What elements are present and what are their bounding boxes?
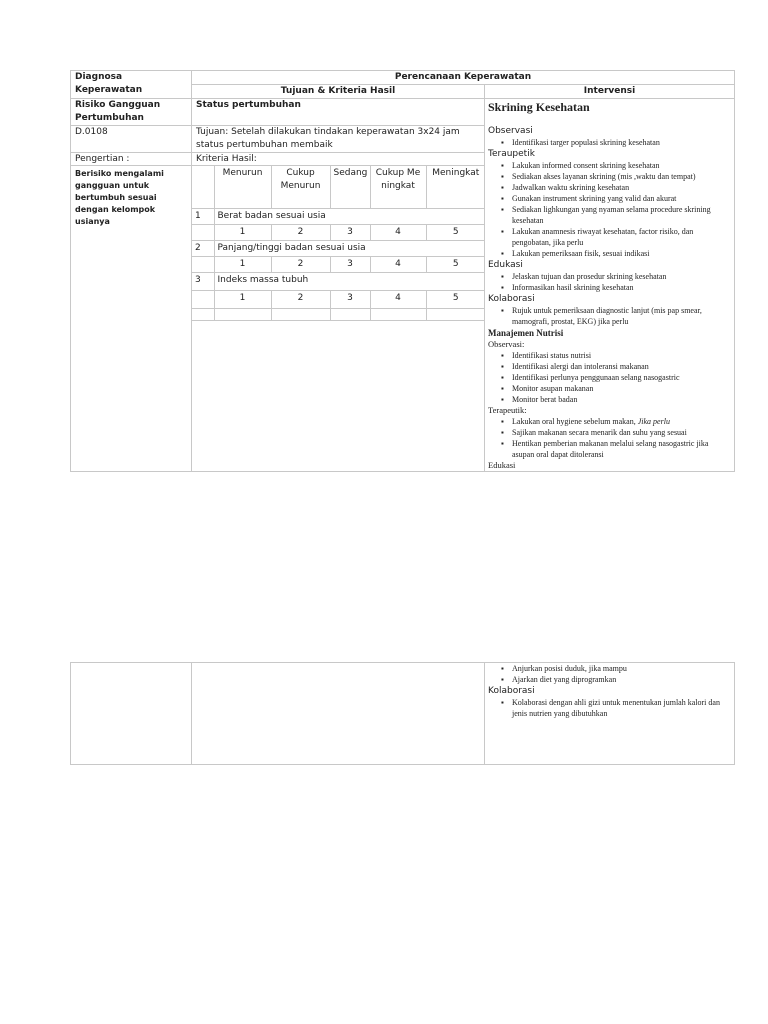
list-item: ▪ Identifikasi alergi dan intoleransi makanan: [512, 361, 731, 372]
criteria-2-scale-1: 1: [214, 256, 271, 272]
list-item: ▪ Monitor berat badan: [512, 394, 731, 405]
header-perencanaan: Perencanaan Keperawatan: [192, 71, 735, 85]
list-item: ▪ Anjurkan posisi duduk, jika mampu: [512, 663, 731, 674]
kriteria-table: [192, 166, 485, 321]
observasi-list: [488, 137, 731, 148]
kolaborasi2-label: Kolaborasi: [488, 686, 535, 696]
kolaborasi-list: [488, 305, 731, 327]
criteria-3-scale-5: 5: [426, 290, 485, 308]
list-item: ▪ Lakukan informed consent skrining kesehatan: [512, 160, 731, 171]
list-item: ▪ Identifikasi perlunya penggunaan selang nasogastric: [512, 372, 731, 383]
list-item: ▪ Sediakan lighkungan yang nyaman selama procedure skrining kesehatan: [512, 204, 731, 226]
diagnosis-column-cont: [71, 663, 192, 765]
intervensi-title: Skrining Kesehatan: [488, 100, 590, 114]
jika-perlu-text: Jika perlu: [637, 417, 670, 426]
diagnosis-title: Risiko Gangguan Pertumbuhan: [71, 99, 191, 126]
list-item: ▪ Kolaborasi dengan ahli gizi untuk menentukan jumlah kalori dan jenis nutrien yang dibutuhkan: [512, 697, 731, 719]
list-item: ▪ Hentikan pemberian makanan melalui selang nasogastric jika asupan oral dapat ditoleransi: [512, 438, 731, 460]
diagnosis-code: D.0108: [71, 126, 191, 153]
terapeutik2-label: Terapeutik:: [488, 405, 527, 415]
scale-header-5: Meningkat: [426, 166, 485, 208]
criteria-3-scale-3: 3: [330, 290, 370, 308]
list-item: ▪ Sediakan akses layanan skrining (mis ,waktu dan tempat): [512, 171, 731, 182]
manajemen-nutrisi-title: Manajemen Nutrisi: [488, 328, 564, 338]
list-item: [512, 416, 731, 427]
list-item: ▪ Rujuk untuk pemeriksaan diagnostic lanjut (mis pap smear, mamografi, prostat, EKG) jika perlu: [512, 305, 731, 327]
terapeutik-label: Teraupetik: [488, 149, 535, 159]
criteria-1-scale-1: 1: [214, 224, 271, 240]
criteria-2-scale-4: 4: [370, 256, 426, 272]
tujuan-title: Status pertumbuhan: [192, 99, 484, 126]
diagnosis-definition: Berisiko mengalami gangguan untuk bertumbuh sesuai dengan kelompok usianya: [75, 169, 164, 226]
list-item: ▪ Identifikasi targer populasi skrining kesehatan: [512, 137, 731, 148]
criteria-1-scale-2: 2: [271, 224, 330, 240]
terapeutik2-list: [488, 416, 731, 460]
terapeutik-list: [488, 160, 731, 259]
care-plan-table: [70, 70, 735, 472]
kolaborasi2-list: [488, 697, 731, 719]
scale-header-1: Menurun: [214, 166, 271, 208]
observasi2-label: Observasi:: [488, 339, 525, 349]
list-item: ▪ Monitor asupan makanan: [512, 383, 731, 394]
pengertian-label: Pengertian :: [71, 153, 191, 166]
intervensi-column: [485, 99, 735, 472]
criteria-1-scale-5: 5: [426, 224, 485, 240]
list-item: ▪ Identifikasi status nutrisi: [512, 350, 731, 361]
criteria-1-no: 1: [192, 208, 214, 224]
list-item: ▪ Ajarkan diet yang diprogramkan: [512, 674, 731, 685]
list-item: ▪ Lakukan pemeriksaan fisik, sesuai indikasi: [512, 248, 731, 259]
observasi2-list: [488, 350, 731, 405]
criteria-2-scale-3: 3: [330, 256, 370, 272]
diagnosis-column: [71, 99, 192, 472]
criteria-3-scale-1: 1: [214, 290, 271, 308]
edukasi-list: [488, 271, 731, 293]
scale-header-3: Sedang: [330, 166, 370, 208]
list-item: ▪ Gunakan instrument skrining yang valid dan akurat: [512, 193, 731, 204]
kolaborasi-label: Kolaborasi: [488, 294, 535, 304]
criteria-3-label: Indeks massa tubuh: [214, 272, 485, 290]
list-item: ▪ Lakukan anamnesis riwayat kesehatan, factor risiko, dan pengobatan, jika perlu: [512, 226, 731, 248]
header-tujuan: Tujuan & Kriteria Hasil: [192, 85, 485, 99]
criteria-2-scale-5: 5: [426, 256, 485, 272]
list-item: ▪ Jadwalkan waktu skrining kesehatan: [512, 182, 731, 193]
criteria-2-no: 2: [192, 240, 214, 256]
edukasi-label: Edukasi: [488, 260, 523, 270]
edukasi2-list: [488, 663, 731, 685]
header-diagnosa: Diagnosa Keperawatan: [71, 71, 192, 99]
criteria-1-label: Berat badan sesuai usia: [214, 208, 485, 224]
criteria-1-scale-4: 4: [370, 224, 426, 240]
tujuan-column-cont: [192, 663, 485, 765]
intervensi-column-cont: [485, 663, 735, 765]
header-intervensi: Intervensi: [485, 85, 735, 99]
tujuan-column: [192, 99, 485, 472]
observasi-label: Observasi: [488, 126, 533, 136]
list-item: ▪ Sajikan makanan secara menarik dan suhu yang sesuai: [512, 427, 731, 438]
criteria-2-scale-2: 2: [271, 256, 330, 272]
criteria-2-label: Panjang/tinggi badan sesuai usia: [214, 240, 485, 256]
edukasi2-label: Edukasi: [488, 460, 516, 470]
oral-hygiene-text: Lakukan oral hygiene sebelum makan,: [512, 417, 638, 426]
criteria-3-scale-4: 4: [370, 290, 426, 308]
list-item: ▪ Informasikan hasil skrining kesehatan: [512, 282, 731, 293]
scale-header-4: Cukup Meningkat: [370, 166, 426, 208]
scale-header-2: Cukup Menurun: [271, 166, 330, 208]
tujuan-text: Tujuan: Setelah dilakukan tindakan keperawatan 3x24 jam status pertumbuhan membaik: [192, 126, 484, 153]
care-plan-table-continued: [70, 662, 735, 765]
list-item: ▪ Jelaskan tujuan dan prosedur skrining kesehatan: [512, 271, 731, 282]
criteria-3-scale-2: 2: [271, 290, 330, 308]
kriteria-label: Kriteria Hasil:: [192, 153, 484, 166]
criteria-1-scale-3: 3: [330, 224, 370, 240]
criteria-3-no: 3: [192, 272, 214, 290]
